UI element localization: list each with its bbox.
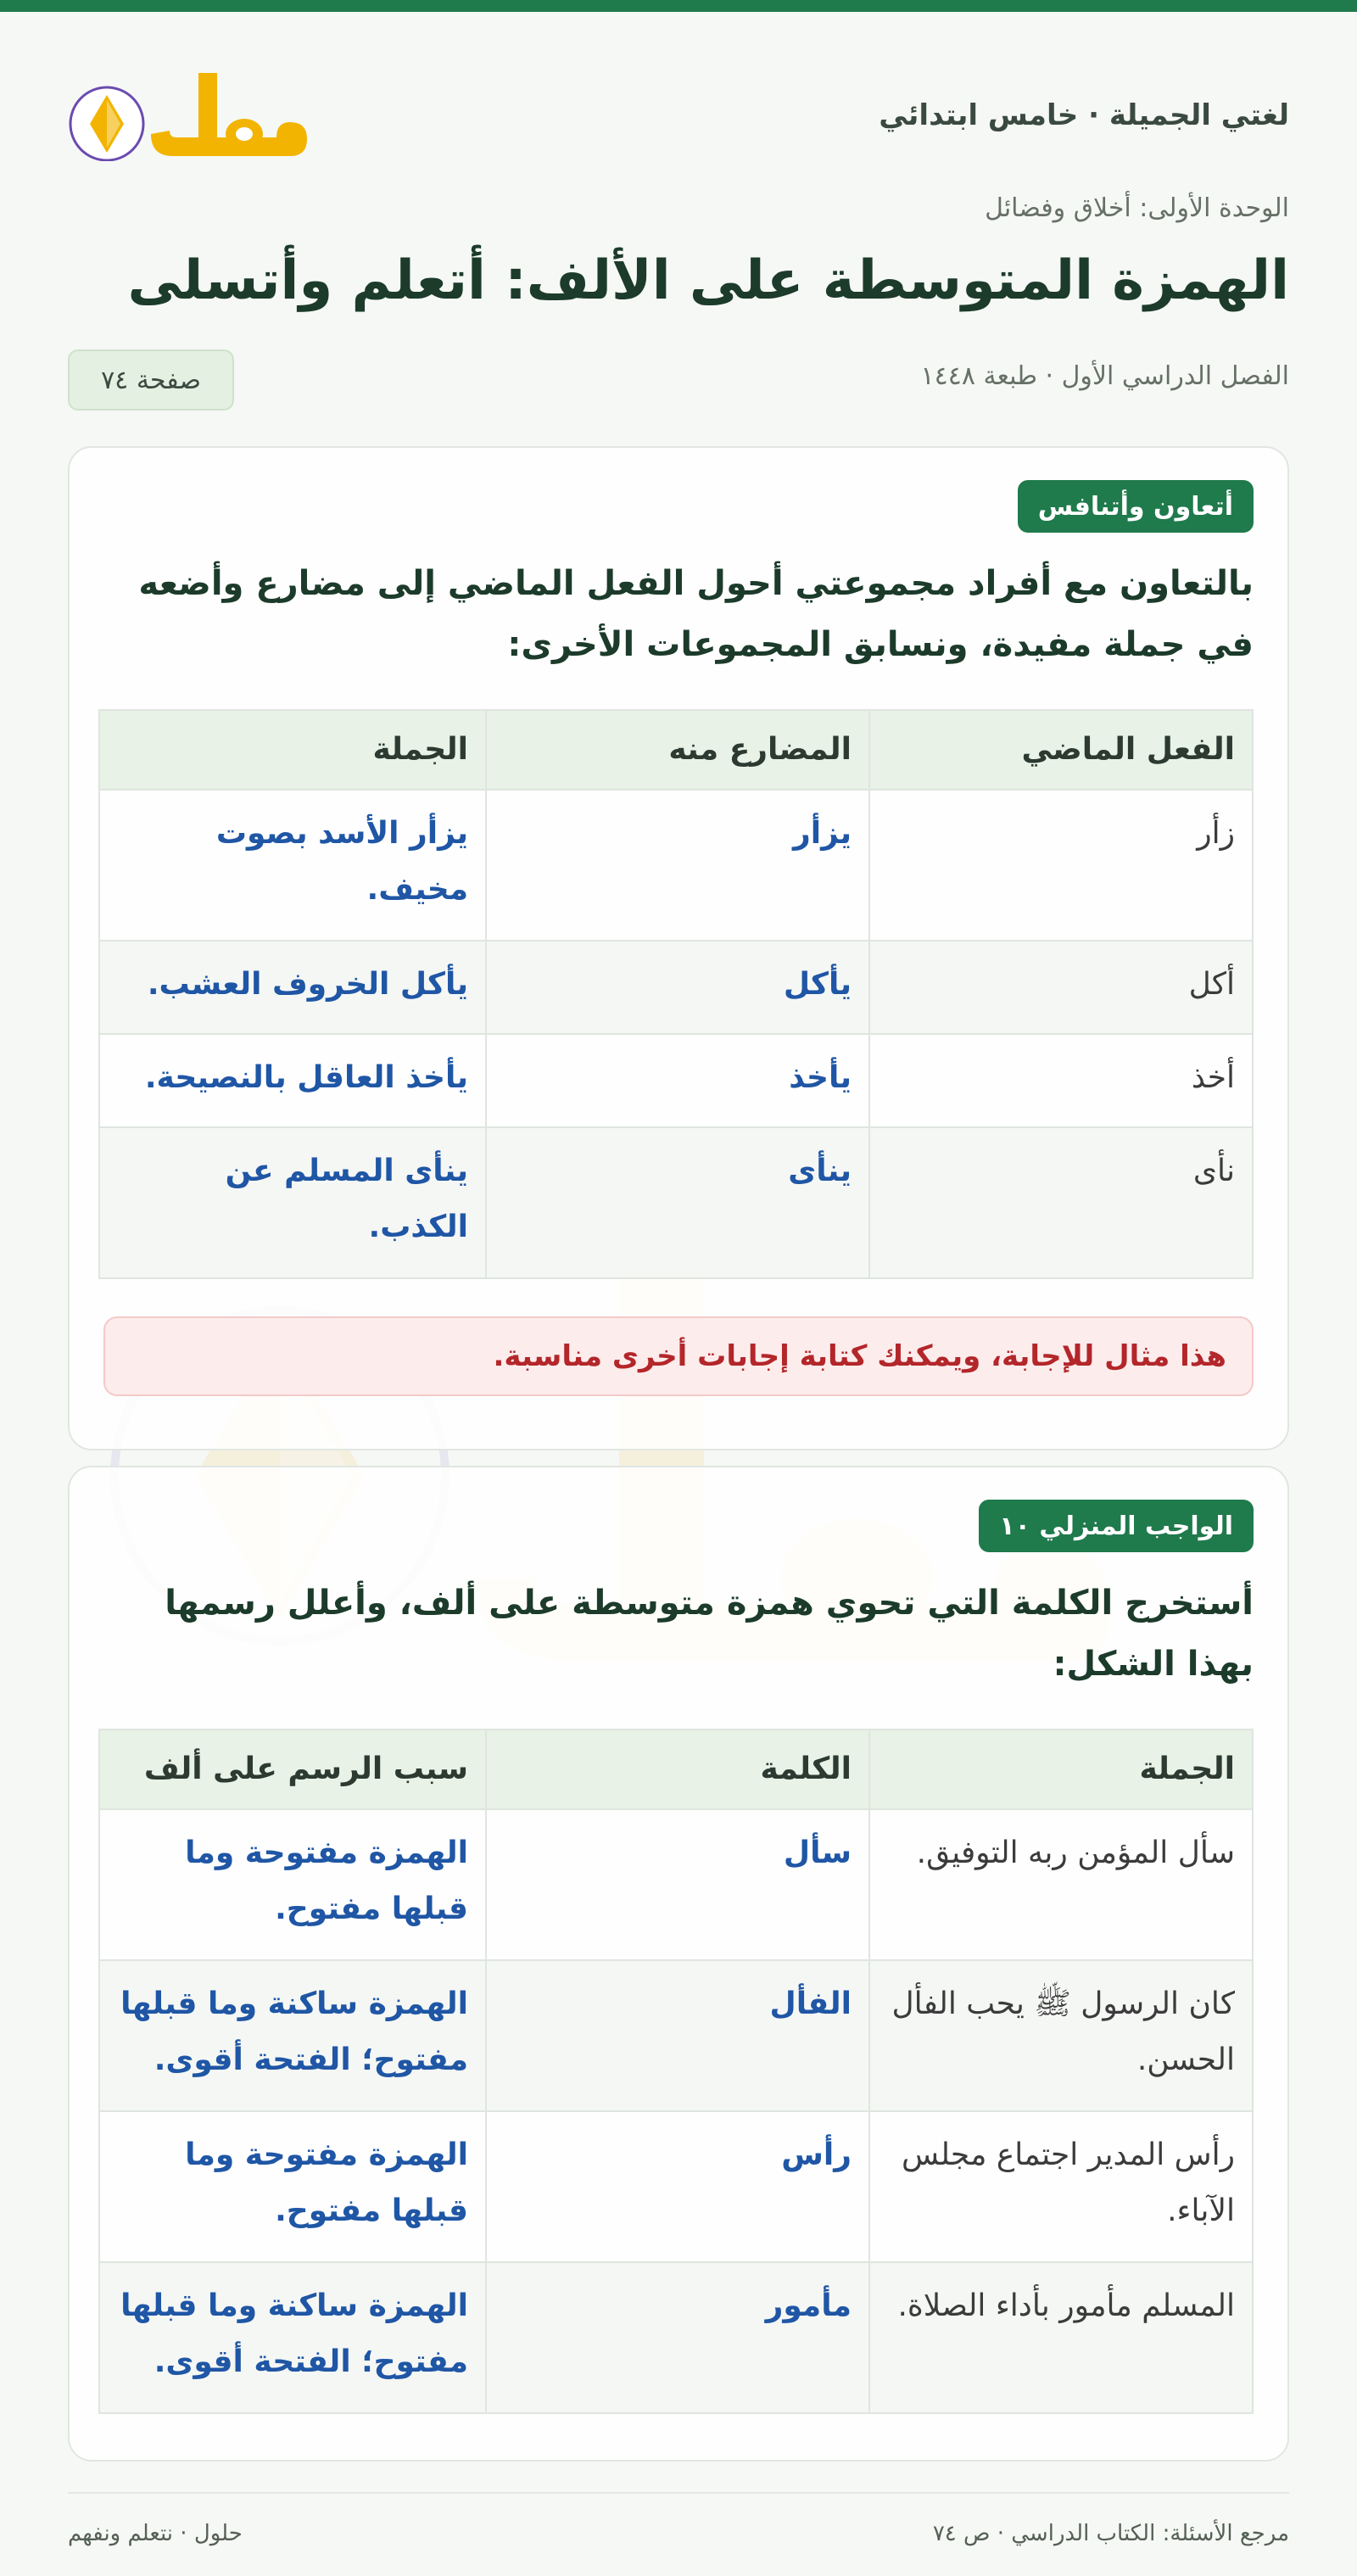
page-header: [68, 54, 1289, 156]
section-tag: أتعاون وأتنافس: [1018, 480, 1254, 533]
sentence-cell: يأخذ العاقل بالنصيحة.: [99, 1034, 486, 1127]
logo-mark-icon: [68, 68, 314, 161]
table-row: [99, 2111, 1253, 2262]
series-title: لغتي الجميلة · خامس ابتدائي: [879, 98, 1289, 132]
footer-reference: مرجع الأسئلة: الكتاب الدراسي · ص ٧٤: [932, 2521, 1289, 2546]
brand-logo[interactable]: [68, 68, 314, 161]
word-cell: مأمور: [486, 2262, 869, 2413]
present-verb-cell: يأكل: [486, 941, 869, 1034]
answer-note: هذا مثال للإجابة، ويمكنك كتابة إجابات أخرى مناسبة.: [103, 1316, 1254, 1396]
activity-card-cooperate: [68, 446, 1289, 1450]
sentence-cell: سأل المؤمن ربه التوفيق.: [869, 1809, 1253, 1960]
hamza-table: [98, 1729, 1254, 2414]
table-header-row: [99, 710, 1253, 790]
term-edition-label: الفصل الدراسي الأول · طبعة ١٤٤٨: [920, 361, 1289, 391]
table-row: [99, 1127, 1253, 1278]
table-row: [99, 1960, 1253, 2111]
present-verb-cell: يأخذ: [486, 1034, 869, 1127]
table-row: [99, 2262, 1253, 2413]
column-header: الجملة: [99, 710, 486, 790]
verbs-table: [98, 709, 1254, 1279]
reason-cell: الهمزة مفتوحة وما قبلها مفتوح.: [99, 2111, 486, 2262]
column-header: الجملة: [869, 1729, 1253, 1809]
reason-cell: الهمزة ساكنة وما قبلها مفتوح؛ الفتحة أقوى.: [99, 1960, 486, 2111]
homework-card: [68, 1466, 1289, 2461]
past-verb-cell: زأر: [869, 790, 1253, 941]
unit-label: الوحدة الأولى: أخلاق وفضائل: [985, 193, 1289, 223]
question-prompt: بالتعاون مع أفراد مجموعتي أحول الفعل الماضي إلى مضارع وأضعه في جملة مفيدة، ونسابق المجموعات الأخرى:: [138, 564, 1254, 664]
column-header: سبب الرسم على ألف: [99, 1729, 486, 1809]
present-verb-cell: يزأر: [486, 790, 869, 941]
sentence-cell: المسلم مأمور بأداء الصلاة.: [869, 2262, 1253, 2413]
top-accent-bar: [0, 0, 1357, 12]
table-row: [99, 790, 1253, 941]
question-prompt: أستخرج الكلمة التي تحوي همزة متوسطة على ألف، وأعلل رسمها بهذا الشكل:: [165, 1584, 1254, 1684]
table-header-row: [99, 1729, 1253, 1809]
word-cell: سأل: [486, 1809, 869, 1960]
page-number-badge: صفحة ٧٤: [68, 349, 234, 411]
page-footer: [68, 2492, 1289, 2562]
column-header: المضارع منه: [486, 710, 869, 790]
page-title: الهمزة المتوسطة على الألف: أتعلم وأتسلى: [127, 249, 1289, 312]
table-row: [99, 1034, 1253, 1127]
reason-cell: الهمزة مفتوحة وما قبلها مفتوح.: [99, 1809, 486, 1960]
sentence-cell: رأس المدير اجتماع مجلس الآباء.: [869, 2111, 1253, 2262]
word-cell: رأس: [486, 2111, 869, 2262]
column-header: الكلمة: [486, 1729, 869, 1809]
past-verb-cell: نأى: [869, 1127, 1253, 1278]
footer-brand[interactable]: حلول · نتعلم ونفهم: [68, 2521, 243, 2546]
reason-cell: الهمزة ساكنة وما قبلها مفتوح؛ الفتحة أقوى.: [99, 2262, 486, 2413]
table-row: [99, 1809, 1253, 1960]
past-verb-cell: أخذ: [869, 1034, 1253, 1127]
table-row: [99, 941, 1253, 1034]
past-verb-cell: أكل: [869, 941, 1253, 1034]
present-verb-cell: ينأى: [486, 1127, 869, 1278]
sentence-cell: كان الرسول ﷺ يحب الفأل الحسن.: [869, 1960, 1253, 2111]
sentence-cell: يأكل الخروف العشب.: [99, 941, 486, 1034]
column-header: الفعل الماضي: [869, 710, 1253, 790]
section-tag: الواجب المنزلي ١٠: [979, 1500, 1254, 1552]
sentence-cell: ينأى المسلم عن الكذب.: [99, 1127, 486, 1278]
word-cell: الفأل: [486, 1960, 869, 2111]
sentence-cell: يزأر الأسد بصوت مخيف.: [99, 790, 486, 941]
